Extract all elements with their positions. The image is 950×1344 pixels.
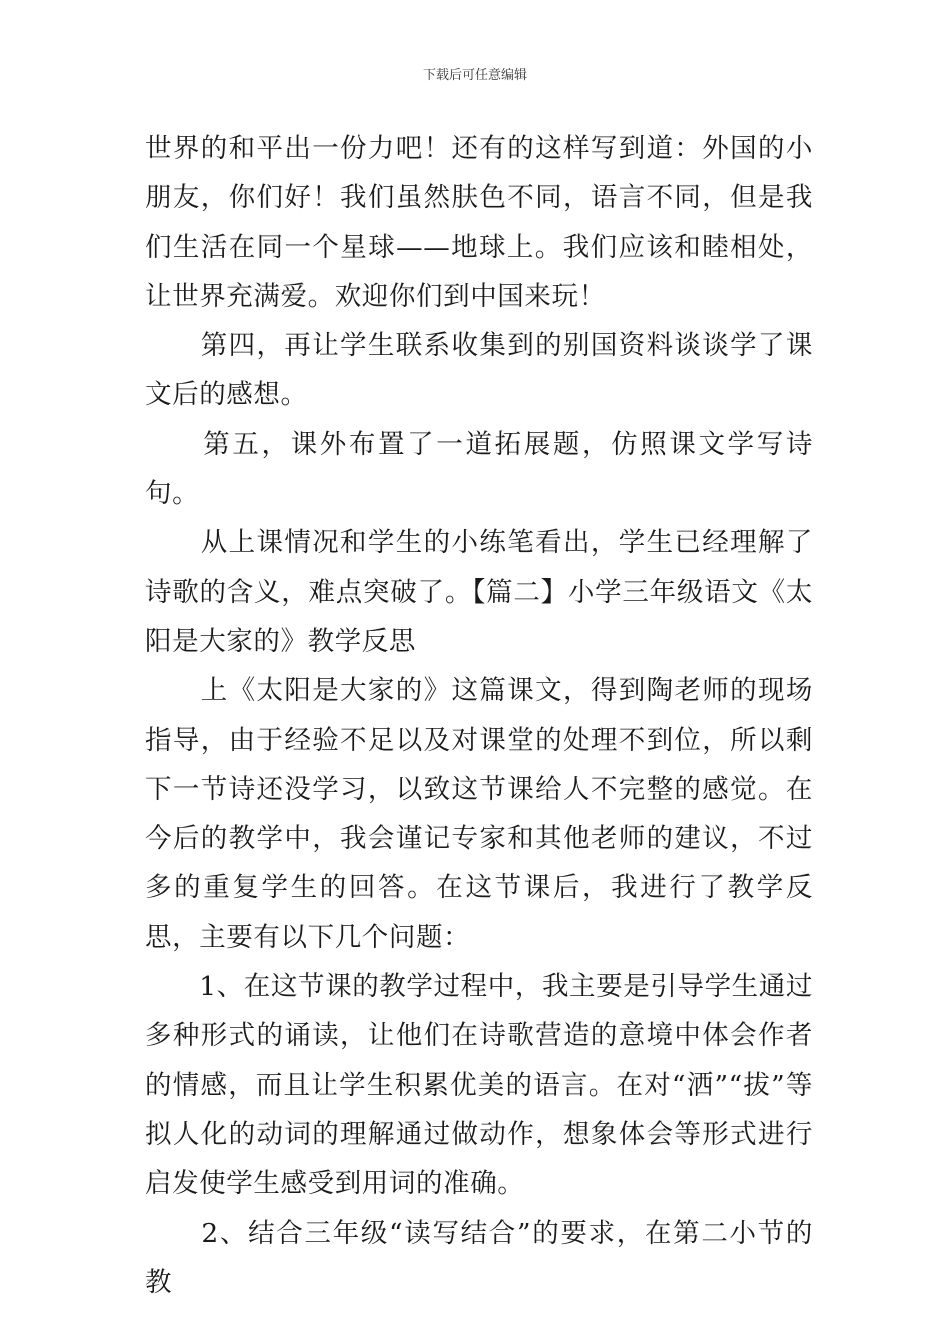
document-body bbox=[145, 124, 813, 1307]
paragraph: 第四，再让学生联系收集到的别国资料谈谈学了课文后的感想。 bbox=[145, 330, 813, 411]
paragraph: 上《太阳是大家的》这篇课文，得到陶老师的现场指导，由于经验不足以及对课堂的处理不到位，所以剩下一节诗还没学习，以致这节课给人不完整的感觉。在今后的教学中，我会谨记专家和其他老师的建议，不过多的重复学生的回答。在这节课后，我进行了教学反思，主要有以下几个问题： bbox=[145, 675, 813, 953]
paragraph: 世界的和平出一份力吧！还有的这样写到道：外国的小朋友，你们好！我们虽然肤色不同，语言不同，但是我们生活在同一个星球——地球上。我们应该和睦相处，让世界充满爱。欢迎你们到中国来玩！ bbox=[145, 133, 813, 312]
paragraph: 1、在这节课的教学过程中，我主要是引导学生通过多种形式的诵读，让他们在诗歌营造的意境中体会作者的情感，而且让学生积累优美的语言。在对“洒”“拔”等拟人化的动词的理解通过做动作，想象体会等形式进行启发使学生感受到用词的准确。 bbox=[145, 971, 813, 1200]
paragraph: 从上课情况和学生的小练笔看出，学生已经理解了诗歌的含义，难点突破了。【篇二】小学三年级语文《太阳是大家的》教学反思 bbox=[145, 527, 813, 657]
paragraph: 2、结合三年级“读写结合”的要求，在第二小节的教 bbox=[145, 1217, 813, 1298]
paragraph: 第五，课外布置了一道拓展题，仿照课文学写诗句。 bbox=[145, 428, 813, 510]
page-header: 下载后可任意编辑 bbox=[422, 68, 527, 83]
